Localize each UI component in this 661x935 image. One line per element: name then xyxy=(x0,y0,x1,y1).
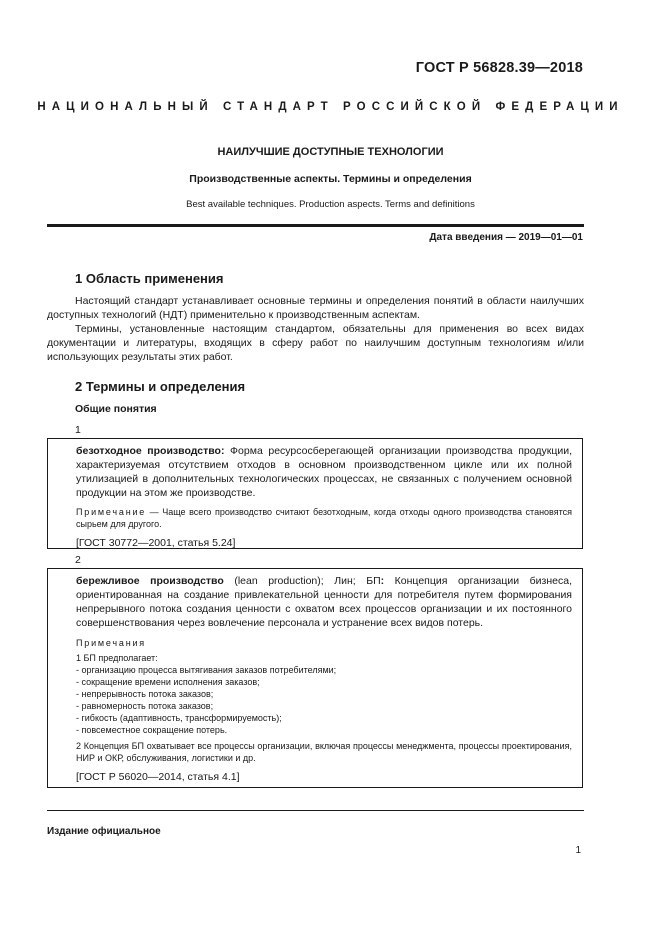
term-2-note-1-item: - повсеместное сокращение потерь. xyxy=(76,725,228,735)
subsection-heading: Общие понятия xyxy=(75,403,157,415)
gost-code: ГОСТ Р 56828.39—2018 xyxy=(415,60,583,76)
term-2-definition-text: Концепция организации бизнеса, ориентированная на создание привлекательной ценности для потребителя путем формирования непрерывного потока создания ценности с охватом всех процессов организации и их постоянного совершенствования через вовлечение персонала и устранение всех видов потерь. xyxy=(76,575,573,629)
section-2-heading: 2 Термины и определения xyxy=(75,379,246,394)
introduction-date: Дата введения — 2019—01—01 xyxy=(429,232,583,243)
national-standard-heading: НАЦИОНАЛЬНЫЙ СТАНДАРТ РОССИЙСКОЙ ФЕДЕРАЦИИ xyxy=(37,101,624,113)
term-1-definition xyxy=(76,444,572,500)
term-1-box xyxy=(47,438,583,549)
page-number: 1 xyxy=(575,845,581,856)
footer-divider xyxy=(47,810,584,811)
section-1-body xyxy=(47,294,584,364)
header-divider xyxy=(47,224,584,227)
term-2-note-1-intro: 1 БП предполагает: xyxy=(76,653,158,663)
term-2-colon: : xyxy=(380,575,385,587)
document-subtitle: Производственные аспекты. Термины и определения xyxy=(189,173,472,185)
term-1-note-text: — Чаще всего производство считают безотходным, когда отходы одного производства становятся сырьем для другого. xyxy=(76,507,572,529)
term-2-term-en: (lean production); Лин; БП xyxy=(223,575,381,587)
term-1-note-label: Примечание xyxy=(76,507,147,517)
document-title: НАИЛУЧШИЕ ДОСТУПНЫЕ ТЕХНОЛОГИИ xyxy=(217,146,444,158)
section-1-heading: 1 Область применения xyxy=(75,271,224,286)
term-2-note-1-item: - гибкость (адаптивность, трансформируемость); xyxy=(76,713,282,723)
term-2-note-1-item: - сокращение времени исполнения заказов; xyxy=(76,677,260,687)
term-2-number: 2 xyxy=(75,554,81,566)
term-1-source: [ГОСТ 30772—2001, статья 5.24] xyxy=(76,537,236,549)
term-2-term: бережливое производство xyxy=(76,575,224,587)
term-1-definition-text: Форма ресурсосберегающей организации производства продукции, характеризуемая отсутствием отходов в основном производственном цикле или их полной утилизацией в дополнительных технологических процессах, не связанных с получением основной продукции на этом же производстве. xyxy=(76,445,573,499)
term-2-notes-label: Примечания xyxy=(76,638,146,648)
term-2-definition xyxy=(76,574,572,630)
section-1-paragraph-2: Термины, установленные настоящим стандартом, обязательны для применения во всех видах документации и литературы, входящих в сферу работ по наилучшим доступным технологиям и/или использующих результаты этих работ. xyxy=(47,323,584,363)
term-1-note xyxy=(76,506,572,530)
edition-label: Издание официальное xyxy=(47,826,161,837)
term-1-term: безотходное производство: xyxy=(76,445,225,457)
document-title-english: Best available techniques. Production aspects. Terms and definitions xyxy=(186,199,475,210)
term-2-note-1-item: - непрерывность потока заказов; xyxy=(76,689,214,699)
term-2-source: [ГОСТ Р 56020—2014, статья 4.1] xyxy=(76,771,240,783)
term-2-note-2: 2 Концепция БП охватывает все процессы организации, включая процессы менеджмента, процессы проектирования, НИР и ОКР, обслуживания, логистики и др. xyxy=(76,741,572,763)
term-1-number: 1 xyxy=(75,424,81,436)
term-2-box xyxy=(47,568,583,788)
section-1-paragraph-1: Настоящий стандарт устанавливает основные термины и определения понятий в области наилучших доступных технологий (НДТ) применительно к производственным аспектам. xyxy=(47,295,584,321)
term-2-note-1-item: - равномерность потока заказов; xyxy=(76,701,214,711)
term-2-note-1-item: - организацию процесса вытягивания заказов потребителями; xyxy=(76,665,337,675)
